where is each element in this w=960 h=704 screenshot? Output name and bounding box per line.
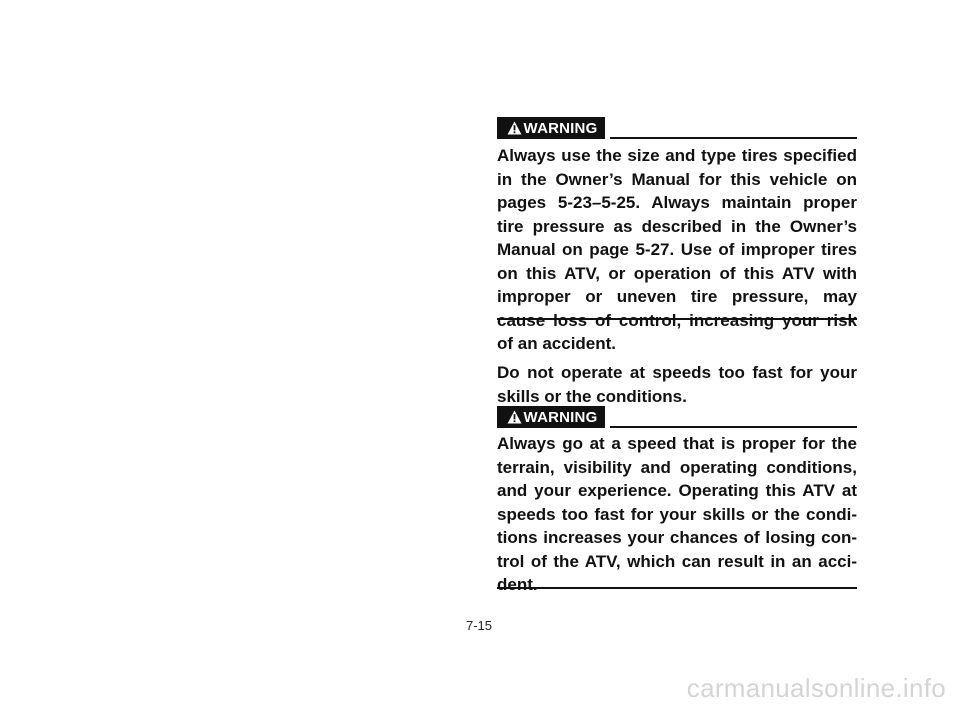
warning-badge	[497, 117, 605, 139]
warning-end-rule-1	[497, 318, 857, 320]
warning-badge	[497, 406, 605, 428]
speed-statement: Do not operate at speeds too fast for your skills or the conditions.	[497, 363, 857, 406]
warning-triangle-icon	[507, 410, 522, 424]
warning-text-speed: Always go at a speed that is proper for the terrain, visibility and operating conditions, and your experience. Operating this ATV at speeds too fast for your skills or the condi-tions increases your chances of losing con-trol of the ATV, which can result in an acci-dent.	[497, 434, 857, 594]
warning-end-rule-2	[497, 587, 857, 589]
warning-text-tires: Always use the size and type tires specified in the Owner’s Manual for this vehicle on pages 5-23–5-25. Always maintain proper tire pressure as described in the Owner’s Manual on page 5-27. Use of improper tires on this ATV, or operation of this ATV with improper or uneven tire pressure, may cause loss of control, increasing your risk of an accident.	[497, 146, 857, 353]
watermark: carmanualsonline.info	[686, 673, 946, 703]
page-number: 7-15	[466, 618, 493, 633]
warning-header-rule	[610, 426, 857, 428]
warning-triangle-icon	[507, 121, 522, 135]
warning-label: WARNING	[523, 408, 598, 426]
warning-header-2	[497, 406, 857, 428]
warning-header-1	[497, 117, 857, 139]
warning-label: WARNING	[523, 119, 598, 137]
warning-header-rule	[610, 137, 857, 139]
